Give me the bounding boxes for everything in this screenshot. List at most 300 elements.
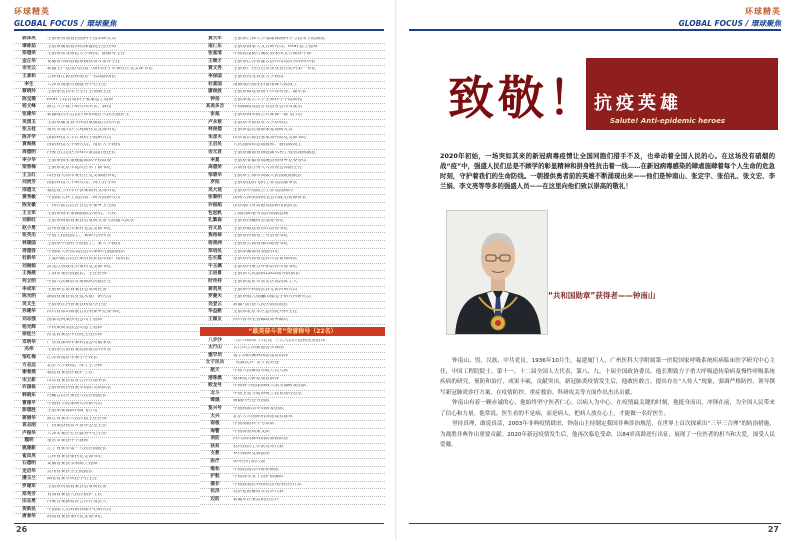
list-item [200,127,385,135]
honoree-description: 生前系湖南省洞庭湖水利工程管理局副总 [233,150,316,155]
honoree-name: 梁雪梅 [22,165,36,171]
list-item [14,165,199,173]
honoree-name: 周德容 [22,248,36,254]
list-item [14,241,199,249]
left-section-title: GLOBAL FOCUS / 環球聚焦 [14,19,117,28]
list-item [14,476,199,484]
honoree-name: 邢德文 [22,187,36,193]
honoree-name: 罗健夫 [208,294,222,300]
honoree-description: 贵州省遵义市某村党总支部书记 [47,226,112,231]
honoree-description: 中国航天员科研训练中心研究员 [47,507,112,512]
list-item [200,391,385,399]
list-item [14,271,199,279]
honoree-description: 生前系海军某部副政治委员、大校 [47,211,116,216]
list-item [14,492,199,500]
list-item [14,180,199,188]
list-item [14,401,199,409]
honoree-name: 蒋丽华 [22,415,36,421]
list-item [200,444,385,452]
honoree-name: 女子民兵 [205,360,225,366]
list-item [200,74,385,82]
list-item [14,59,199,67]
honoree-description: 生前系总装备部某基地研究员 [233,128,293,133]
honoree-description: 四川省木里县邮政局乡邮员 [233,317,289,322]
article-paragraph-3: 坚持真理，敢说真话，2003年非典疫情肆虐，钟南山主持制定我国非典诊治规范，在世界上首次探索出“三早三合理”的防治措施，为战胜非典作出重要贡献。2020年新冠疫情发生后，他再次临危受命，以84岁高龄逆行出征，展现了一位医者的担当和大爱，深受人民爱戴。 [440,421,775,448]
honoree-description: 生前系复旦大学生命科学学院教授 [233,97,302,102]
honoree-name: 消防 [210,436,220,442]
honoree-name: 航天 [210,367,220,373]
honoree-name: 杜新华 [22,256,36,262]
list-item [200,302,385,310]
honoree-name: 张建华 [22,111,36,117]
honoree-description: 广西壮族自治区百色市某乡卫生院 [47,204,116,209]
honoree-list-column-1 [14,36,199,520]
honoree-description: 生前系内蒙古呼和浩特市委书记 [233,264,298,269]
list-item [14,317,199,325]
honoree-name: 王玉红 [22,172,36,178]
list-item [200,467,385,475]
honoree-description: 中国海军亚丁湾护航编队 [233,475,284,480]
honoree-description: 北京大兴国际机场建设者群体 [233,414,293,419]
list-item [14,120,199,128]
honoree-description: 抗洪抢险解放军官兵代表 [233,490,284,495]
lead-paragraph: 2020年初始，一场突如其来的新冠病毒疫情让全国同胞们措手不及，也牵动着全国人民的心。在这场没有硝烟的战“疫”中，强盛人民们总是不顾学的彰显精神和拼身牲抗击着一线……在新冠病毒感染的肆虐施肆着每个人生命的危急时刻，守护着我们的生命防线。一朝提供勇者前的英雄不断涌现出来——他们是钟南山、张定宇、张伯礼、张文宏、李兰娟、李文亮等等多的强盛人员——在这里向他们致以崇高的敬礼！ [440,152,775,190]
honoree-name: 王启民 [208,142,222,148]
list-item [14,363,199,371]
honoree-description: 中国援塞拉利昂抗击埃博拉医疗队 [233,482,302,487]
honoree-description: 生前系海南省某县公安局交警大队副大队长 [47,219,135,224]
list-item [200,233,385,241]
honoree-description: 生前系某部队特级飞行员 [47,409,98,414]
list-item [14,294,199,302]
list-item [200,89,385,97]
list-item [200,44,385,52]
list-item [14,44,199,52]
honoree-name: 吴登云 [208,301,222,307]
list-item [200,383,385,391]
honoree-name: 陈光明 [22,294,36,300]
list-item [14,408,199,416]
honoree-description: 生前系沈阳飞机工业集团董事长 [233,181,298,186]
honoree-name: 韩晓东 [22,392,36,398]
honoree-name: 罗阳 [210,180,220,186]
honoree-name: 黄海燕 [22,142,36,148]
honoree-description: 山东省沂源县张家泉村原党支部书记 [233,135,307,140]
list-item [200,482,385,490]
list-item [200,195,385,203]
honoree-name: 吴文生 [22,301,36,307]
honoree-description: 安徽省阜阳县临泉镇扶贫开发办主任 [47,59,121,64]
honoree-name: 张玉桂 [22,127,36,133]
honoree-name: 陈宝珊 [22,96,36,102]
honoree-name: 贺新民 [22,506,36,512]
honoree-description: 港珠澳大桥建设者群体 [233,376,279,381]
list-item [14,309,199,317]
honoree-name: 罗建军 [22,484,36,490]
honoree-name: 太行山 [208,345,222,351]
honoree-description: 四川省凉山彝族自治州某乡党委书记 [47,310,121,315]
right-page-number: 27 [767,525,779,534]
honoree-description: 河北省某县中医院主任医师 [47,333,103,338]
list-item [14,112,199,120]
honoree-description: 中国卫星导航系统工程管理办公室 [233,391,302,396]
honoree-description: 湖南省某县农业技术推广研究员 [47,295,112,300]
honoree-name: 王进喜 [208,271,222,277]
honoree-name: 黄文秀 [208,66,222,72]
list-item [200,338,385,346]
honoree-name: 魏明 [24,438,34,444]
honoree-name: 卢振华 [22,430,36,436]
list-item [200,264,385,272]
list-item [14,378,199,386]
list-item [200,376,385,384]
honoree-description: 生前系湖北省罗田县某镇派出所所长 [47,120,121,125]
honoree-name: 刘丽娟 [22,263,36,269]
honoree-description: 南部战区陆军扫雷排爆大队战士 [233,82,298,87]
list-item [200,489,385,497]
honoree-description: 湖北省某市疾控中心主任 [47,477,98,482]
list-item [14,332,199,340]
list-item [200,226,385,234]
honoree-description: 福建省某县医院护士长 [47,371,93,376]
honoree-description: 生前系北京市崇文区清洁队工人 [233,280,298,284]
honoree-name: 郑德荣 [22,51,36,57]
honoree-name: 郑秀芳 [22,491,36,497]
honoree-description: 中国航天科技集团公司某研究院副院长 [47,249,126,254]
right-section-title: GLOBAL FOCUS / 環球聚焦 [678,19,781,28]
honoree-name: 牛玉儒 [208,263,222,269]
honoree-description: 中国标准动车组研发团队 [233,406,284,411]
honoree-description: 国防科技大学研究员、博士后导师 [47,181,116,186]
honoree-name: 李成军 [22,286,36,292]
list-item [200,406,385,414]
honoree-description: 新疆军区某边防团官兵 [233,498,279,503]
list-item [14,347,199,355]
honoree-name: 潘玉兰 [22,476,36,482]
honoree-name: 邓明华 [22,339,36,345]
honoree-description: 生前系中国科学院院士、某大学教授 [47,242,121,247]
list-item [200,436,385,444]
honoree-description: 上海市某医院院长、主任医师 [47,272,107,277]
list-item [200,173,385,181]
list-item [14,287,199,295]
honoree-name: 北斗 [210,390,220,396]
honoree-name: 朱彦夫 [208,134,222,140]
honoree-name: 石德明 [22,461,36,467]
list-item [14,226,199,234]
honoree-description: 内蒙古某旗牧民合作社负责人 [47,500,107,505]
honoree-description: 海南省某县某村党支部书记 [47,515,103,520]
list-item [14,104,199,112]
feature-english-title: Salute! Anti-epidemic heroes [610,117,726,125]
honoree-description: 中国人民解放军某部队医院医生 [47,280,112,284]
honoree-description: 生前系河南省登封市公安局局长 [233,257,298,262]
honoree-list-column-2 [200,36,385,520]
list-item [200,353,385,361]
honoree-description: 八步沙林场“六老汉”三代人治沙造林先进群体 [233,338,326,343]
honoree-name: 支教 [210,451,220,457]
honoree-name: 陈开学 [22,134,36,140]
honoree-name: 唐春华 [22,514,36,520]
left-page-number: 26 [16,525,28,534]
honoree-description: 中国邮政集团甘孜县分公司驾驶员 [233,105,302,110]
honoree-name: 郑培民 [208,248,222,254]
honoree-description: 中国航天科工集团第二研究院研究员 [47,196,121,201]
honoree-name: 大兴 [210,413,220,419]
honoree-description: 生前系陕西省某市消防支队队长 [47,386,112,391]
honoree-description: 驻村扶贫工作队优秀代表 [233,444,284,449]
honoree-name: 廖俊波 [208,89,222,95]
list-item [200,150,385,158]
honoree-name: 黄秀敏 [22,195,36,201]
list-item [14,233,199,241]
honoree-description: 生前系海军航空兵某部一级飞行员 [233,112,302,117]
list-item [14,454,199,462]
honoree-name: 维和 [210,466,220,472]
list-item [200,142,385,150]
honoree-name: 周德明 [22,149,36,155]
list-item [14,203,199,211]
honoree-name: 卢永根 [208,119,222,125]
list-item [14,188,199,196]
honoree-description: 山东省某县农业合作社理事长 [47,378,107,383]
honoree-name: 李保国 [208,73,222,79]
honoree-description: 生前系青海省医院科学技术研究员 [47,37,116,41]
honoree-name: 谭咏茹 [22,43,36,49]
honoree-description: 生前系广西百色市乐业县百坭村第一书记 [233,67,316,72]
list-item [200,497,385,505]
list-item [200,188,385,196]
honoree-name: 李少华 [22,157,36,163]
honoree-name: 林俊德 [208,127,222,133]
list-item [200,158,385,166]
honoree-name: 许振超 [208,203,222,209]
honoree-description: 安徽省某县水利局工程师 [47,462,98,467]
honoree-list-column-2a [200,36,385,325]
list-item [200,459,385,467]
honoree-description: 中国南极科学考察队 [233,422,275,427]
list-item [14,158,199,166]
honoree-name: 李生 [24,81,34,87]
honoree-name: 复兴号 [208,405,222,411]
honoree-description: 山西省大同市某社区党支部副书记 [47,173,116,178]
list-item [200,451,385,459]
honoree-name: 张英杰 [22,233,36,239]
honoree-name: 焦裕禄 [208,233,222,239]
honoree-description: 内蒙古自治区赤峰市某边防连连长 [47,150,116,155]
honoree-name: 郭沫英 [22,36,36,41]
honoree-description: 中国海警局某支队 [233,429,270,434]
article-paragraph-1: 钟南山，男，汉族，中共党员，1936年10月生，福建厦门人，广州医科大学附属第一医院国家呼吸系统疾病临床医学研究中心主任，中国工程院院士，第十一、十二届全国人大代表，第八、九、十届全国政协委员。他长期致力于重大呼吸道传染病及慢性呼吸系统疾病的研究、预防和治疗，成果丰硕，贡献突出。新冠肺炎疫情发生后，他敢医敢言，提出存在“人传人”现象，强调严格防控，领导撰写新冠肺炎诊疗方案，在疫情防控、重症救治、科研攻关等方面作出杰出贡献。 [440,358,775,396]
list-item [200,309,385,317]
honoree-name: 方志远 [22,362,36,368]
honoree-description: 北京大学教授、博士生导师 [47,363,103,368]
list-item [200,474,385,482]
honoree-name: 王文军 [22,210,36,216]
honoree-name: 张黎明 [208,195,222,201]
honoree-description: 生前系江西省某县扶贫办主任 [47,302,107,307]
honoree-name: 杨光辉 [22,324,36,330]
list-item [200,203,385,211]
honoree-name: 高德荣 [208,165,222,171]
list-item [14,135,199,143]
honoree-description: 生前系云南省保山地委书记 [233,242,289,247]
honoree-description: 上海国际港务集团原副总裁 [233,211,289,216]
honoree-description: 生前系西藏阿里地委书记 [233,219,284,224]
list-item [14,36,199,44]
honoree-name: 孔繁森 [208,218,222,224]
list-item [14,423,199,431]
honoree-name: 曹建平 [22,400,36,406]
honoree-name: 孙建华 [22,309,36,315]
honoree-name: 田志勇 [22,499,36,505]
honoree-description: 广东省深圳市某科技公司董事长 [47,340,112,345]
honoree-description: 黑龙江省绥化市某村党支部书记 [47,264,112,269]
list-item [14,173,199,181]
list-item [200,211,385,219]
portrait-illustration [447,211,548,335]
honoree-description: 大庆油田原总地质师、教授级高工 [233,143,302,148]
list-item [200,180,385,188]
honoree-name: 嫦娥 [210,398,220,404]
left-page [0,0,397,540]
honoree-description: 生前系中科院长春光机所研究员 [233,287,298,292]
honoree-name: 姚建新 [22,446,36,452]
honoree-description: 生前系河北农业大学教授 [233,74,284,79]
list-item [14,385,199,393]
honoree-description: 福建省三明市沙县某镇村支部书记 [47,188,116,193]
honoree-name: 任长霞 [208,256,222,262]
honoree-description: 吉林省某县某村党支部书记 [47,454,103,459]
honoree-name: 徐桂兰 [22,332,36,338]
list-item [200,36,385,44]
honoree-description: 生前系大庆油田1205钻井队队长 [233,272,300,277]
honoree-name: 刘志强 [22,316,36,322]
honoree-description: 浙江省某市人民医院主任医师 [47,416,107,421]
honoree-description: 生前系东北师范大学教授、副教务主任 [47,52,126,57]
honoree-name: 华益慰 [208,309,222,315]
honoree-description: 吉林省江源县林场五一农场副场长 [47,74,116,79]
honoree-description: FAST工程首席科学家兼总工程师 [47,97,114,102]
list-item [14,150,199,158]
list-item [200,97,385,105]
honoree-name: 蔡晓玲 [22,89,36,95]
list-item [14,461,199,469]
list-item [200,66,385,74]
list-item [200,59,385,67]
honoree-name: 陈安徽 [22,203,36,209]
honoree-description: 生前系北京军区总医院外科主任 [233,310,298,315]
list-item [200,368,385,376]
list-item [200,249,385,257]
list-item [200,112,385,120]
list-item [14,355,199,363]
honoree-description: 生前系河南省兰考县委书记 [233,234,289,239]
honoree-name: 赵小勇 [22,225,36,231]
honoree-name: 冯伟 [24,347,34,353]
honoree-description: 生前系宜昌市卫生计生委副主任 [47,90,112,95]
honoree-name: 黄大年 [208,36,222,41]
list-item [14,218,199,226]
list-item [14,469,199,477]
honoree-name: 谢春燕 [22,370,36,376]
list-item [200,345,385,353]
honoree-description: 塞罕坝机械林场建设者群体 [233,353,289,358]
list-item [200,429,385,437]
honoree-description: 生前系航天部骊山微电子研究所研究员 [233,295,312,300]
list-item [14,302,199,310]
honoree-name: 许国栋 [22,385,36,391]
honoree-description: 新疆生产建设兵团第八师石河子市某社区党支部书记 [47,67,153,72]
honoree-name: 谷文昌 [208,225,222,231]
list-item [200,398,385,406]
honoree-name: 林建国 [22,241,36,247]
honoree-name: 邹红梅 [22,354,36,360]
honoree-name: 张超 [210,111,220,117]
honoree-name: 张富清 [208,51,222,57]
list-item [14,438,199,446]
honoree-name: 港珠澳 [208,375,222,381]
list-item [14,89,199,97]
left-footer-rule [14,523,384,524]
honoree-description: 生前系湖南省委副书记 [233,249,279,254]
list-item [200,414,385,422]
article-body [440,356,775,451]
honoree-name: 崔凤英 [22,453,36,459]
list-item [14,127,199,135]
honoree-description: 天津市南港劳模服务中心主任 [47,82,107,87]
honoree-name: 彭德胜 [22,408,36,414]
honoree-name: 包起帆 [208,210,222,216]
list-item [14,264,199,272]
list-item [200,135,385,143]
honoree-name: 海警 [210,428,220,434]
honoree-name: 其美多吉 [205,104,225,110]
list-item [200,317,385,325]
honoree-name: 杨善洲 [208,241,222,247]
right-header-rule [409,29,781,31]
honoree-description: 国防科技大学计算机学院研究员 [47,135,112,140]
list-item [14,393,199,401]
list-item [14,256,199,264]
honoree-name: 钟扬 [210,96,220,102]
list-item [200,241,385,249]
honoree-name: 抗洪 [210,489,220,495]
honoree-description: 国家电网某供电公司工程师 [47,317,103,322]
honoree-description: 嫦娥四号任务团队 [233,399,270,404]
honoree-description: 生前系安徽省绩溪县荆州乡党委委员 [233,158,307,163]
honoree-description: 天津市某区社区服务中心主任 [47,431,107,436]
list-item [200,218,385,226]
list-item [14,74,199,82]
honoree-description: 新疆维吾尔自治区和田地区人民医院医生 [47,112,130,117]
honoree-name: 王海燕 [22,271,36,277]
list-item [14,484,199,492]
honoree-description: 宁夏回族自治区某县农业技术推广站站长 [47,257,130,262]
honoree-name: 王景和 [22,73,36,79]
honoree-name: 扶贫 [210,443,220,449]
list-item [14,82,199,90]
list-item [200,51,385,59]
honoree-description: 生前系江苏省灌云县开山岛民兵哨所所长 [233,59,316,64]
honoree-description: 中国建设银行湖北省来凤支行离休干部 [233,52,312,57]
honoree-description: 重庆市某县中学教师 [47,439,89,444]
honoree-name: 金正华 [22,58,36,64]
honoree-description: 援外医疗队代表 [233,460,266,465]
honoree-description: 乡村教师支教群体 [233,452,270,457]
honoree-description: 国防科技大学研究员、南京大学教授 [47,143,121,148]
list-item [200,256,385,264]
